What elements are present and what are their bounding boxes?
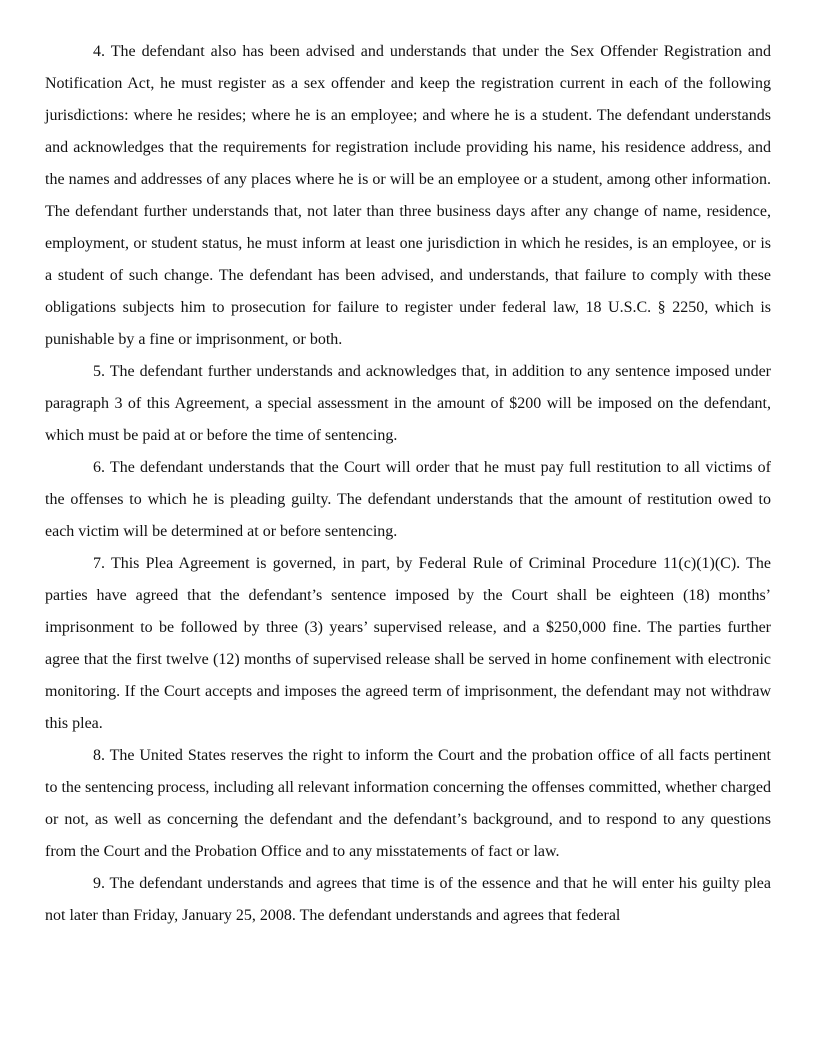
paragraph-8: 8. The United States reserves the right to inform the Court and the probation office of all facts pertinent to the sentencing process, including all relevant information concerning the offenses committed, whether charged or not, as well as concerning the defendant and the defendant’s background, and to respond to any questions from the Court and the Probation Office and to any misstatements of fact or law.	[45, 747, 771, 860]
document-page	[45, 36, 771, 932]
paragraph-6: 6. The defendant understands that the Court will order that he must pay full restitution to all victims of the offenses to which he is pleading guilty. The defendant understands that the amount of restitution owed to each victim will be determined at or before sentencing.	[45, 459, 771, 540]
paragraph-9: 9. The defendant understands and agrees that time is of the essence and that he will enter his guilty plea not later than Friday, January 25, 2008. The defendant understands and agrees that federal	[45, 875, 771, 924]
paragraph-5: 5. The defendant further understands and acknowledges that, in addition to any sentence imposed under paragraph 3 of this Agreement, a special assessment in the amount of $200 will be imposed on the defendant, which must be paid at or before the time of sentencing.	[45, 363, 771, 444]
paragraph-4: 4. The defendant also has been advised and understands that under the Sex Offender Registration and Notification Act, he must register as a sex offender and keep the registration current in each of the following jurisdictions: where he resides; where he is an employee; and where he is a student. The defendant understands and acknowledges that the requirements for registration include providing his name, his residence address, and the names and addresses of any places where he is or will be an employee or a student, among other information. The defendant further understands that, not later than three business days after any change of name, residence, employment, or student status, he must inform at least one jurisdiction in which he resides, is an employee, or is a student of such change. The defendant has been advised, and understands, that failure to comply with these obligations subjects him to prosecution for failure to register under federal law, 18 U.S.C. § 2250, which is punishable by a fine or imprisonment, or both.	[45, 43, 771, 348]
paragraph-7: 7. This Plea Agreement is governed, in part, by Federal Rule of Criminal Procedure 11(c)(1)(C). The parties have agreed that the defendant’s sentence imposed by the Court shall be eighteen (18) months’ imprisonment to be followed by three (3) years’ supervised release, and a $250,000 fine. The parties further agree that the first twelve (12) months of supervised release shall be served in home confinement with electronic monitoring. If the Court accepts and imposes the agreed term of imprisonment, the defendant may not withdraw this plea.	[45, 555, 771, 732]
